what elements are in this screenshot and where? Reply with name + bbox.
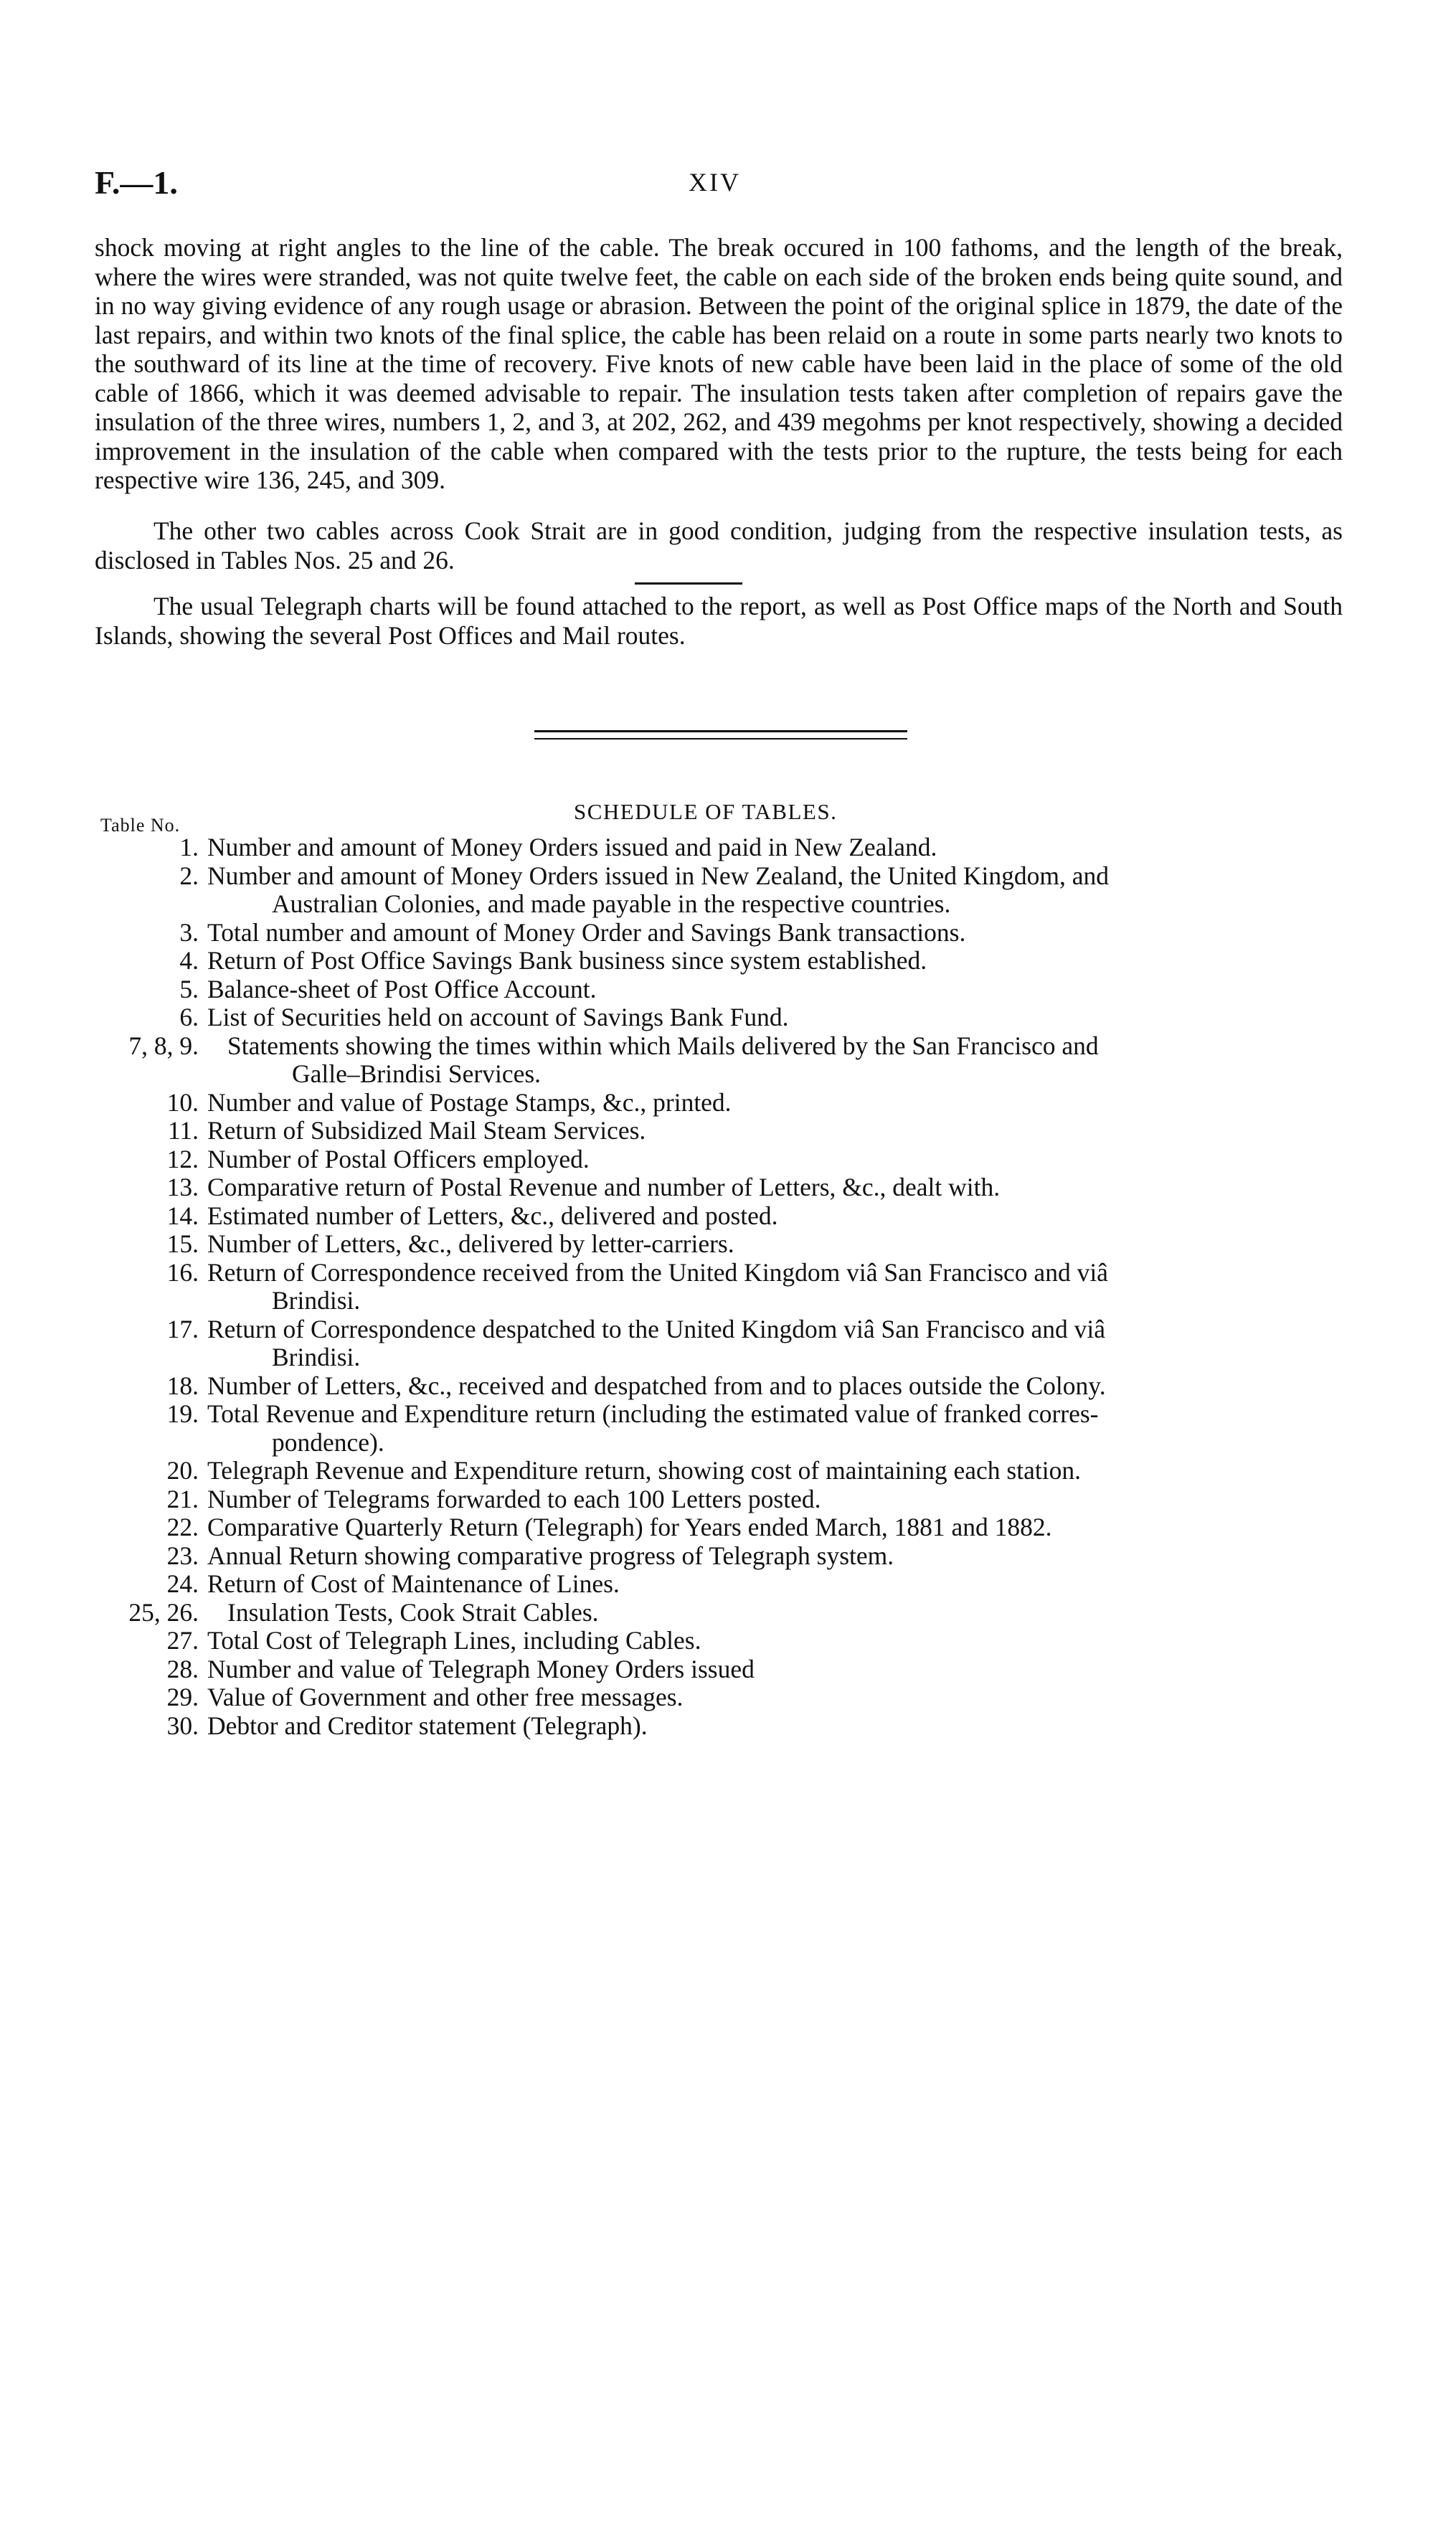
item-text: Telegraph Revenue and Expenditure return, showing cost of maintaining each station. bbox=[207, 1456, 1081, 1485]
list-item bbox=[95, 919, 1343, 947]
paragraph-other-cables: The other two cables across Cook Strait are in good condition, judging from the respective insulation tests, as disclosed in Tables Nos. 25 and 26. bbox=[95, 516, 1343, 575]
report-code: F.—1. bbox=[95, 164, 178, 201]
schedule-title: SCHEDULE OF TABLES. bbox=[574, 799, 838, 824]
item-number: 22. bbox=[166, 1513, 199, 1541]
list-item bbox=[95, 1032, 1343, 1089]
list-item bbox=[95, 1712, 1343, 1741]
item-number: 13. bbox=[166, 1173, 199, 1201]
item-text: Return of Correspondence despatched to the United Kingdom viâ San Francisco and viâ bbox=[207, 1314, 1106, 1343]
short-divider bbox=[635, 582, 742, 585]
list-item bbox=[95, 833, 1343, 862]
list-item bbox=[95, 975, 1343, 1004]
item-text: Total number and amount of Money Order and Savings Bank transactions. bbox=[207, 917, 966, 947]
list-item bbox=[95, 1089, 1343, 1117]
item-number: 5. bbox=[179, 974, 199, 1003]
item-text: Return of Correspondence received from the United Kingdom viâ San Francisco and viâ bbox=[207, 1257, 1108, 1287]
item-text: Return of Post Office Savings Bank business since system established. bbox=[207, 946, 927, 975]
item-text: Return of Cost of Maintenance of Lines. bbox=[207, 1569, 620, 1598]
item-number: 21. bbox=[166, 1484, 199, 1513]
list-item bbox=[95, 1485, 1343, 1514]
item-number: 12. bbox=[166, 1144, 199, 1173]
list-item bbox=[95, 1400, 1343, 1457]
list-item bbox=[95, 1457, 1343, 1485]
item-text-cont: Brindisi. bbox=[272, 1286, 361, 1315]
item-text: Number of Letters, &c., received and despatched from and to places outside the Colony. bbox=[207, 1371, 1106, 1400]
item-text-cont: Australian Colonies, and made payable in the respective countries. bbox=[272, 889, 951, 918]
list-item bbox=[95, 1513, 1343, 1542]
list-item bbox=[95, 947, 1343, 975]
item-number: 29. bbox=[166, 1683, 199, 1711]
list-item bbox=[95, 1230, 1343, 1259]
item-text: Return of Subsidized Mail Steam Services. bbox=[207, 1116, 646, 1145]
item-text: Insulation Tests, Cook Strait Cables. bbox=[227, 1597, 599, 1627]
item-text-cont: Galle–Brindisi Services. bbox=[292, 1059, 542, 1088]
list-item bbox=[95, 1570, 1343, 1599]
item-text: Number and amount of Money Orders issued and paid in New Zealand. bbox=[207, 833, 937, 861]
list-item bbox=[95, 1003, 1343, 1032]
item-number: 19. bbox=[166, 1399, 199, 1428]
item-text: Number of Postal Officers employed. bbox=[207, 1144, 590, 1173]
page-number: XIV bbox=[689, 168, 741, 197]
item-text: Number and value of Postage Stamps, &c., printed. bbox=[207, 1087, 732, 1117]
item-text: Statements showing the times within which Mails delivered by the San Francisco and bbox=[227, 1031, 1099, 1060]
item-number: 7, 8, 9. bbox=[128, 1031, 199, 1060]
item-number: 17. bbox=[166, 1314, 199, 1343]
paragraph-cable-repair: shock moving at right angles to the line of the cable. The break occured in 100 fathoms, and the length of the break, where the wires were stranded, was not quite twelve feet, the cable on each side of the broken ends being quite sound, and in no way giving evidence of any rough usage or abrasion. Between the point of the original splice in 1879, the date of the last repairs, and within two knots of the final splice, the cable has been relaid on a route in some parts nearly two knots to the southward of its line at the time of recovery. Five knots of new cable have been laid in the place of some of the old cable of 1866, which it was deemed advisable to repair. The insulation tests taken after completion of repairs gave the insulation of the three wires, numbers 1, 2, and 3, at 202, 262, and 439 megohms per knot respectively, showing a decided improvement in the insulation of the cable when compared with the tests prior to the rupture, the tests being for each respective wire 136, 245, and 309. bbox=[95, 233, 1343, 494]
item-number: 16. bbox=[166, 1257, 199, 1287]
list-item bbox=[95, 1599, 1343, 1627]
list-item bbox=[95, 1145, 1343, 1174]
item-number: 20. bbox=[166, 1456, 199, 1485]
item-number: 10. bbox=[166, 1087, 199, 1117]
list-item bbox=[95, 862, 1343, 919]
item-number: 2. bbox=[179, 861, 199, 890]
item-number: 27. bbox=[166, 1626, 199, 1655]
item-number: 3. bbox=[179, 917, 199, 947]
item-number: 30. bbox=[166, 1711, 199, 1740]
list-item bbox=[95, 1627, 1343, 1655]
list-item bbox=[95, 1117, 1343, 1145]
list-item bbox=[95, 1683, 1343, 1712]
list-item bbox=[95, 1542, 1343, 1571]
item-number: 24. bbox=[166, 1569, 199, 1598]
item-number: 28. bbox=[166, 1654, 199, 1683]
item-text-cont: Brindisi. bbox=[272, 1343, 361, 1371]
item-text: Debtor and Creditor statement (Telegraph). bbox=[207, 1711, 648, 1740]
item-number: 14. bbox=[166, 1201, 199, 1230]
item-text: Estimated number of Letters, &c., delivered and posted. bbox=[207, 1201, 778, 1230]
item-number: 23. bbox=[166, 1541, 199, 1570]
item-text: Total Revenue and Expenditure return (including the estimated value of franked corres- bbox=[207, 1399, 1099, 1428]
item-number: 15. bbox=[166, 1229, 199, 1258]
item-text: Comparative return of Postal Revenue and number of Letters, &c., dealt with. bbox=[207, 1173, 1001, 1201]
list-item bbox=[95, 1173, 1343, 1202]
item-text: Number of Letters, &c., delivered by letter-carriers. bbox=[207, 1229, 734, 1258]
list-item bbox=[95, 1259, 1343, 1315]
item-number: 6. bbox=[179, 1003, 199, 1031]
item-number: 4. bbox=[179, 946, 199, 975]
list-item bbox=[95, 1655, 1343, 1684]
item-text: Number and amount of Money Orders issued in New Zealand, the United Kingdom, and bbox=[207, 861, 1110, 890]
item-number: 25, 26. bbox=[128, 1597, 199, 1627]
item-number: 11. bbox=[167, 1116, 199, 1145]
ornamental-divider bbox=[534, 730, 907, 739]
schedule-list bbox=[95, 833, 1343, 1740]
item-text: Number of Telegrams forwarded to each 100 Letters posted. bbox=[207, 1484, 821, 1513]
item-text: Number and value of Telegraph Money Orders issued bbox=[207, 1654, 755, 1683]
list-item bbox=[95, 1315, 1343, 1372]
item-text: List of Securities held on account of Savings Bank Fund. bbox=[207, 1003, 789, 1031]
item-number: 18. bbox=[166, 1371, 199, 1400]
paragraph-charts: The usual Telegraph charts will be found attached to the report, as well as Post Office maps of the North and South Islands, showing the several Post Offices and Mail routes. bbox=[95, 592, 1343, 650]
item-number: 1. bbox=[179, 833, 199, 861]
item-text: Annual Return showing comparative progress of Telegraph system. bbox=[207, 1541, 894, 1570]
item-text: Balance-sheet of Post Office Account. bbox=[207, 974, 597, 1003]
table-no-label: Table No. bbox=[100, 815, 181, 836]
item-text: Comparative Quarterly Return (Telegraph) for Years ended March, 1881 and 1882. bbox=[207, 1513, 1052, 1541]
item-text: Total Cost of Telegraph Lines, including Cables. bbox=[207, 1626, 701, 1655]
item-text-cont: pondence). bbox=[272, 1427, 384, 1457]
item-text: Value of Government and other free messages. bbox=[207, 1683, 684, 1711]
list-item bbox=[95, 1202, 1343, 1231]
list-item bbox=[95, 1372, 1343, 1401]
